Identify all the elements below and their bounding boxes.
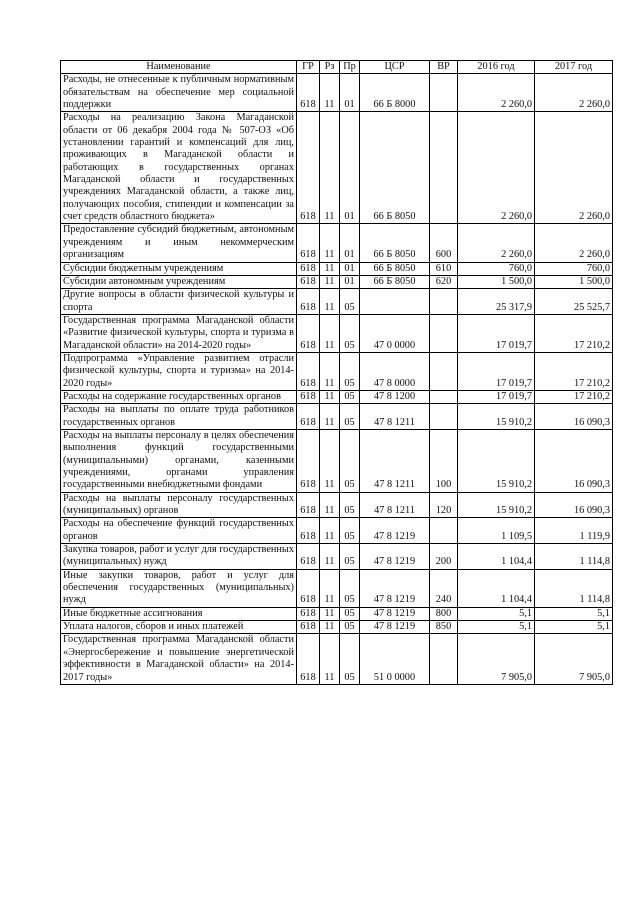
row-2016: 2 260,0 — [458, 74, 535, 112]
row-2016: 1 104,4 — [458, 569, 535, 607]
row-gr: 618 — [297, 289, 320, 315]
row-vr — [430, 289, 458, 315]
row-rz: 11 — [320, 404, 340, 430]
row-2017: 1 500,0 — [535, 275, 613, 288]
row-2017: 7 905,0 — [535, 634, 613, 684]
header-rz: Рз — [320, 61, 340, 74]
row-rz: 11 — [320, 289, 340, 315]
row-2016: 1 109,5 — [458, 518, 535, 544]
row-rz: 11 — [320, 275, 340, 288]
row-gr: 618 — [297, 74, 320, 112]
row-vr — [430, 390, 458, 403]
table-header-row — [61, 61, 613, 74]
row-pr: 05 — [340, 569, 360, 607]
row-csr: 47 8 1219 — [360, 621, 430, 634]
row-pr: 01 — [340, 74, 360, 112]
row-name: Закупка товаров, работ и услуг для государственных (муниципальных) нужд — [61, 544, 297, 570]
row-csr: 66 Б 8050 — [360, 275, 430, 288]
row-rz: 11 — [320, 518, 340, 544]
row-name: Предоставление субсидий бюджетным, автономным учреждениям и иным некоммерческим организациям — [61, 224, 297, 262]
row-vr — [430, 404, 458, 430]
row-vr — [430, 634, 458, 684]
row-gr: 618 — [297, 404, 320, 430]
row-2017: 16 090,3 — [535, 492, 613, 518]
table-row — [61, 429, 613, 492]
row-name: Расходы на выплаты по оплате труда работников государственных органов — [61, 404, 297, 430]
table-row — [61, 518, 613, 544]
row-2017: 16 090,3 — [535, 429, 613, 492]
table-row — [61, 544, 613, 570]
row-name: Расходы на выплаты персоналу государственных (муниципальных) органов — [61, 492, 297, 518]
row-vr — [430, 112, 458, 224]
table-row — [61, 112, 613, 224]
header-2016: 2016 год — [458, 61, 535, 74]
row-2017: 1 114,8 — [535, 544, 613, 570]
row-vr: 610 — [430, 262, 458, 275]
row-csr: 47 8 1211 — [360, 492, 430, 518]
row-2017: 5,1 — [535, 621, 613, 634]
row-2017: 17 210,2 — [535, 352, 613, 390]
header-csr: ЦСР — [360, 61, 430, 74]
row-gr: 618 — [297, 112, 320, 224]
row-2016: 25 317,9 — [458, 289, 535, 315]
table-row — [61, 74, 613, 112]
row-2017: 17 210,2 — [535, 314, 613, 352]
row-name: Государственная программа Магаданской области «Развитие физической культуры, спорта и туризма в Магаданской области» на 2014-2020 годы» — [61, 314, 297, 352]
row-2016: 2 260,0 — [458, 112, 535, 224]
row-2017: 17 210,2 — [535, 390, 613, 403]
row-vr — [430, 74, 458, 112]
table-row — [61, 390, 613, 403]
row-vr: 200 — [430, 544, 458, 570]
row-vr — [430, 518, 458, 544]
table-row — [61, 621, 613, 634]
header-pr: Пр — [340, 61, 360, 74]
row-gr: 618 — [297, 518, 320, 544]
row-csr: 66 Б 8000 — [360, 74, 430, 112]
row-csr: 47 8 0000 — [360, 352, 430, 390]
row-2016: 17 019,7 — [458, 352, 535, 390]
row-gr: 618 — [297, 262, 320, 275]
row-gr: 618 — [297, 352, 320, 390]
row-gr: 618 — [297, 224, 320, 262]
table-row — [61, 634, 613, 684]
row-gr: 618 — [297, 390, 320, 403]
row-rz: 11 — [320, 352, 340, 390]
header-2017: 2017 год — [535, 61, 613, 74]
row-name: Субсидии автономным учреждениям — [61, 275, 297, 288]
row-pr: 01 — [340, 275, 360, 288]
row-2016: 15 910,2 — [458, 404, 535, 430]
row-csr: 47 8 1211 — [360, 429, 430, 492]
row-csr: 47 8 1219 — [360, 569, 430, 607]
row-2016: 7 905,0 — [458, 634, 535, 684]
row-rz: 11 — [320, 429, 340, 492]
row-csr: 47 8 1219 — [360, 607, 430, 620]
row-csr: 47 0 0000 — [360, 314, 430, 352]
table-body — [61, 74, 613, 685]
row-pr: 05 — [340, 518, 360, 544]
row-rz: 11 — [320, 390, 340, 403]
row-pr: 01 — [340, 262, 360, 275]
row-name: Субсидии бюджетным учреждениям — [61, 262, 297, 275]
row-vr: 850 — [430, 621, 458, 634]
row-pr: 05 — [340, 289, 360, 315]
header-name: Наименование — [61, 61, 297, 74]
table-row — [61, 404, 613, 430]
row-name: Подпрограмма «Управление развитием отрасли физической культуры, спорта и туризма» на 2014-2020 годы» — [61, 352, 297, 390]
budget-table — [60, 60, 613, 685]
row-name: Государственная программа Магаданской области «Энергосбережение и повышение энергетической эффективности в Магаданской области» на 2014-2017 годы» — [61, 634, 297, 684]
row-2016: 15 910,2 — [458, 492, 535, 518]
row-name: Уплата налогов, сборов и иных платежей — [61, 621, 297, 634]
row-2016: 15 910,2 — [458, 429, 535, 492]
row-name: Расходы на реализацию Закона Магаданской области от 06 декабря 2004 года № 507-ОЗ «Об установлении гарантий и компенсаций для лиц, проживающих в Магаданской области и работающих в государственных органах Магаданской области и государственных учреждениях Магаданской области, а также лиц, получающих пособия, стипендии и компенсации за счет средств областного бюджета» — [61, 112, 297, 224]
row-pr: 05 — [340, 314, 360, 352]
row-name: Расходы на выплаты персоналу в целях обеспечения выполнения функций государственными (муниципальными) органами, казенными учреждениями, органами управления государственными внебюджетными фондами — [61, 429, 297, 492]
table-row — [61, 569, 613, 607]
row-gr: 618 — [297, 492, 320, 518]
row-csr — [360, 289, 430, 315]
row-gr: 618 — [297, 275, 320, 288]
row-rz: 11 — [320, 224, 340, 262]
row-rz: 11 — [320, 112, 340, 224]
row-gr: 618 — [297, 607, 320, 620]
row-rz: 11 — [320, 607, 340, 620]
row-csr: 66 Б 8050 — [360, 112, 430, 224]
header-gr: ГР — [297, 61, 320, 74]
header-vr: ВР — [430, 61, 458, 74]
row-pr: 05 — [340, 607, 360, 620]
row-name: Расходы на содержание государственных органов — [61, 390, 297, 403]
row-gr: 618 — [297, 429, 320, 492]
row-name: Расходы на обеспечение функций государственных органов — [61, 518, 297, 544]
row-csr: 47 8 1211 — [360, 404, 430, 430]
row-2017: 16 090,3 — [535, 404, 613, 430]
row-pr: 05 — [340, 429, 360, 492]
row-2017: 5,1 — [535, 607, 613, 620]
row-csr: 47 8 1200 — [360, 390, 430, 403]
row-2016: 1 500,0 — [458, 275, 535, 288]
row-csr: 51 0 0000 — [360, 634, 430, 684]
row-gr: 618 — [297, 621, 320, 634]
row-vr: 620 — [430, 275, 458, 288]
row-rz: 11 — [320, 569, 340, 607]
row-vr: 800 — [430, 607, 458, 620]
row-name: Расходы, не отнесенные к публичным нормативным обязательствам на обеспечение мер социальной поддержки — [61, 74, 297, 112]
row-2016: 17 019,7 — [458, 314, 535, 352]
row-csr: 66 Б 8050 — [360, 224, 430, 262]
row-2016: 17 019,7 — [458, 390, 535, 403]
row-vr: 100 — [430, 429, 458, 492]
table-row — [61, 314, 613, 352]
row-gr: 618 — [297, 569, 320, 607]
row-vr — [430, 352, 458, 390]
row-csr: 47 8 1219 — [360, 518, 430, 544]
row-2017: 2 260,0 — [535, 112, 613, 224]
table-row — [61, 289, 613, 315]
row-vr: 240 — [430, 569, 458, 607]
row-name: Иные закупки товаров, работ и услуг для обеспечения государственных (муниципальных) нужд — [61, 569, 297, 607]
row-gr: 618 — [297, 544, 320, 570]
row-2016: 1 104,4 — [458, 544, 535, 570]
table-row — [61, 262, 613, 275]
row-2017: 25 525,7 — [535, 289, 613, 315]
row-2017: 2 260,0 — [535, 224, 613, 262]
row-gr: 618 — [297, 314, 320, 352]
row-2017: 1 114,8 — [535, 569, 613, 607]
table-row — [61, 224, 613, 262]
row-gr: 618 — [297, 634, 320, 684]
row-pr: 05 — [340, 390, 360, 403]
row-rz: 11 — [320, 314, 340, 352]
row-2016: 5,1 — [458, 607, 535, 620]
row-vr: 120 — [430, 492, 458, 518]
table-row — [61, 352, 613, 390]
row-2016: 2 260,0 — [458, 224, 535, 262]
row-pr: 05 — [340, 634, 360, 684]
row-csr: 47 8 1219 — [360, 544, 430, 570]
row-pr: 05 — [340, 621, 360, 634]
row-rz: 11 — [320, 621, 340, 634]
row-pr: 01 — [340, 224, 360, 262]
row-rz: 11 — [320, 634, 340, 684]
row-name: Другие вопросы в области физической культуры и спорта — [61, 289, 297, 315]
row-pr: 05 — [340, 544, 360, 570]
row-rz: 11 — [320, 544, 340, 570]
row-rz: 11 — [320, 74, 340, 112]
row-pr: 05 — [340, 492, 360, 518]
row-vr — [430, 314, 458, 352]
row-pr: 05 — [340, 404, 360, 430]
table-row — [61, 492, 613, 518]
row-2017: 1 119,9 — [535, 518, 613, 544]
row-pr: 01 — [340, 112, 360, 224]
row-2017: 760,0 — [535, 262, 613, 275]
row-name: Иные бюджетные ассигнования — [61, 607, 297, 620]
table-row — [61, 607, 613, 620]
row-2017: 2 260,0 — [535, 74, 613, 112]
row-rz: 11 — [320, 262, 340, 275]
row-2016: 760,0 — [458, 262, 535, 275]
row-vr: 600 — [430, 224, 458, 262]
row-2016: 5,1 — [458, 621, 535, 634]
row-csr: 66 Б 8050 — [360, 262, 430, 275]
row-pr: 05 — [340, 352, 360, 390]
row-rz: 11 — [320, 492, 340, 518]
table-row — [61, 275, 613, 288]
